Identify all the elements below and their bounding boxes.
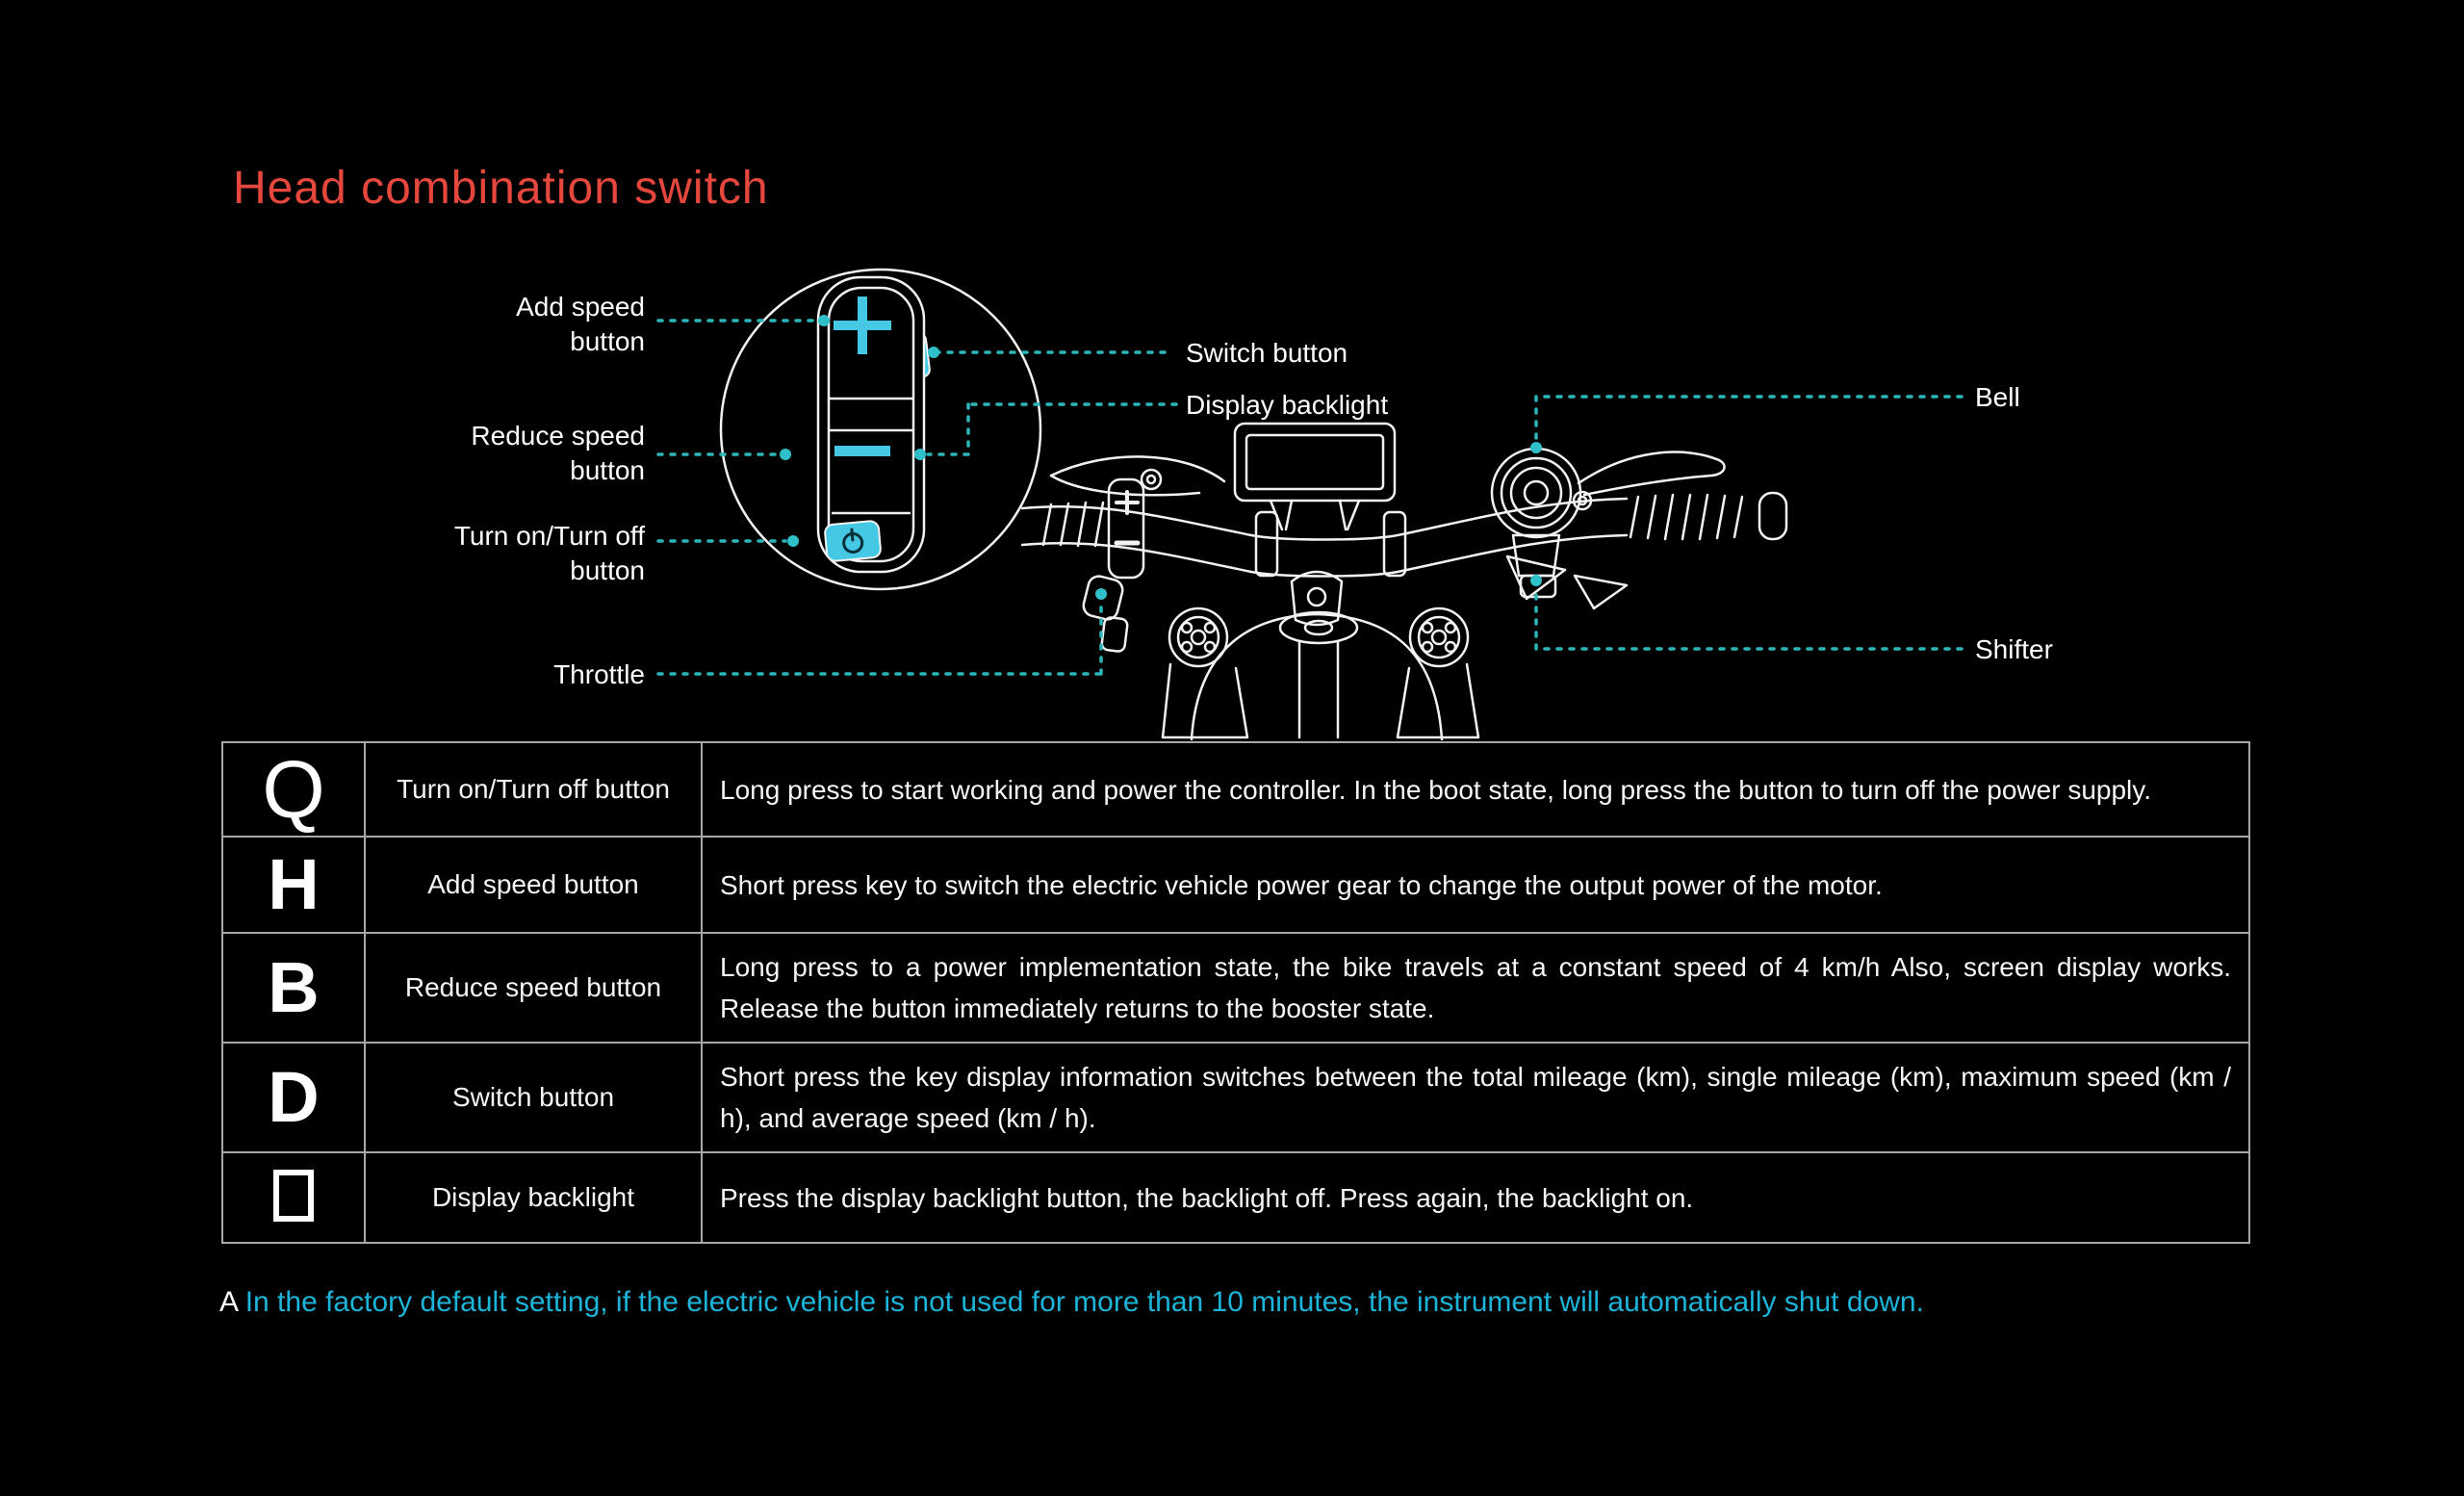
label-display-backlight: Display backlight: [1186, 390, 1389, 420]
row-button-name: Switch button: [365, 1043, 702, 1152]
label-power: Turn on/Turn off: [453, 521, 645, 551]
label-reduce-speed: Reduce speed: [471, 421, 645, 451]
button-function-table: [221, 741, 2250, 1244]
table-row: [222, 1043, 2249, 1152]
row-icon: Q: [262, 744, 325, 835]
table-row: [222, 933, 2249, 1043]
bell-illustration: [1492, 449, 1580, 537]
label-shifter: Shifter: [1975, 634, 2053, 664]
label-throttle: Throttle: [553, 659, 645, 689]
bike-line-art: [1022, 424, 1786, 739]
label-add-speed: Add speed: [516, 292, 645, 322]
table-row: [222, 1152, 2249, 1243]
table-row: [222, 837, 2249, 933]
row-icon: B: [268, 947, 320, 1027]
row-icon: D: [268, 1057, 320, 1137]
power-icon: [824, 521, 881, 562]
label-reduce-speed-2: button: [570, 455, 645, 485]
page-title: Head combination switch: [233, 163, 769, 214]
table-row: [222, 742, 2249, 837]
label-power-2: button: [570, 555, 645, 585]
label-bell: Bell: [1975, 382, 2020, 412]
row-description: Short press the key display information switches between the total mileage (km), single mileage (km), maximum speed (km / h), and average speed (km / h).: [702, 1043, 2249, 1152]
row-description: Short press key to switch the electric vehicle power gear to change the output power of the motor.: [702, 837, 2249, 933]
label-switch-button: Switch button: [1186, 338, 1348, 368]
row-button-name: Reduce speed button: [365, 933, 702, 1043]
note-prefix: A: [219, 1286, 238, 1318]
square-icon: [273, 1170, 314, 1222]
row-button-name: Turn on/Turn off button: [365, 742, 702, 837]
row-description: Press the display backlight button, the backlight off. Press again, the backlight on.: [702, 1152, 2249, 1243]
row-icon: H: [268, 844, 320, 924]
row-description: Long press to start working and power the controller. In the boot state, long press the button to turn off the power supply.: [702, 742, 2249, 837]
magnifier-detail: [721, 270, 1040, 589]
row-button-name: Add speed button: [365, 837, 702, 933]
label-add-speed-2: button: [570, 326, 645, 356]
note-text: In the factory default setting, if the electric vehicle is not used for more than 10 minutes, the instrument will automatically shut down.: [244, 1286, 1924, 1318]
row-description: Long press to a power implementation state, the bike travels at a constant speed of 4 km/h Also, screen display works. Release the button immediately returns to the booster state.: [702, 933, 2249, 1043]
minus-icon: [834, 446, 890, 456]
row-button-name: Display backlight: [365, 1152, 702, 1243]
auto-shutdown-note: [219, 1286, 1924, 1319]
